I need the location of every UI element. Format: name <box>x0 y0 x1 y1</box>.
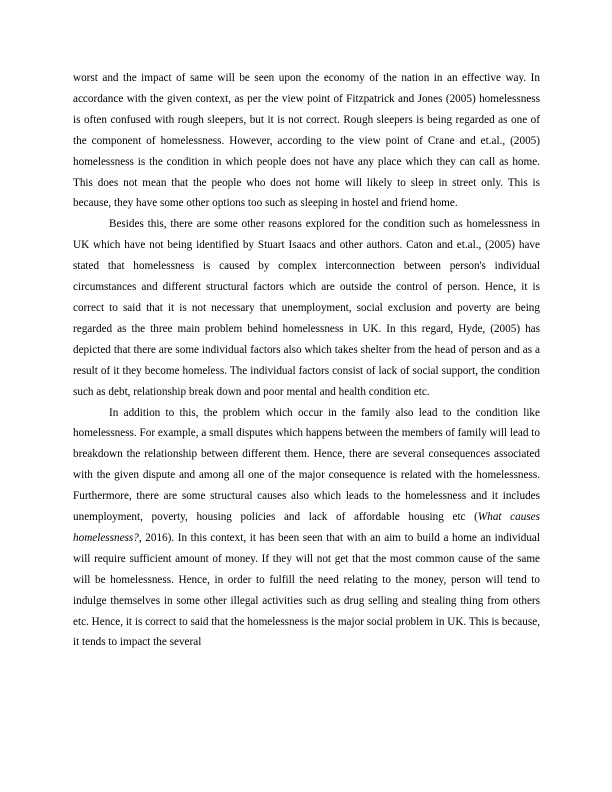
body-text <box>73 68 540 653</box>
paragraph-1: worst and the impact of same will be seen upon the economy of the nation in an effective way. In accordance with the given context, as per the view point of Fitzpatrick and Jones (2005) homelessness is often confused with rough sleepers, but it is not correct. Rough sleepers is being regarded as one of the component of homelessness. However, according to the view point of Crane and et.al., (2005) homelessness is the condition in which people does not have any place which they can call as home. This does not mean that the people who does not home will likely to sleep in street only. This is because, they have some other options too such as sleeping in hostel and friend home. <box>73 72 540 210</box>
paragraph-3-text-before-citation: In addition to this, the problem which occur in the family also lead to the condition like homelessness. For example, a small disputes which happens between the members of family will lead to breakdown the relationship between different them. Hence, there are several consequences associated with the given dispute and among all one of the major consequence is related with the homelessness. Furthermore, there are some structural causes also which leads to the homelessness and it includes unemployment, poverty, housing policies and lack of affordable housing etc ( <box>73 406 540 524</box>
paragraph-3-citation-title: What causes homelessness? <box>73 511 540 544</box>
paragraph-3 <box>73 403 540 654</box>
paragraph-2: Besides this, there are some other reasons explored for the condition such as homelessness in UK which have not being identified by Stuart Isaacs and other authors. Caton and et.al., (2005) have stated that homelessness is caused by complex interconnection between person's individual circumstances and different structural factors which are outside the control of person. Hence, it is correct to said that it is not necessary that unemployment, social exclusion and poverty are being regarded as the three main problem behind homelessness in UK. In this regard, Hyde, (2005) has depicted that there are some individual factors also which takes shelter from the head of person and as a result of it they become homeless. The individual factors consist of lack of social support, the condition such as debt, relationship break down and poor mental and health condition etc. <box>73 218 540 398</box>
paragraph-3-text-after-citation: , 2016). In this context, it has been seen that with an aim to build a home an individual will require sufficient amount of money. If they will not get that the most common cause of the same will be homelessness. Hence, in order to fulfill the need relating to the money, person will tend to indulge themselves in some other illegal activities such as drug selling and stealing thing from others etc. Hence, it is correct to said that the homelessness is the major social problem in UK. This is because, it tends to impact the several <box>73 531 540 649</box>
